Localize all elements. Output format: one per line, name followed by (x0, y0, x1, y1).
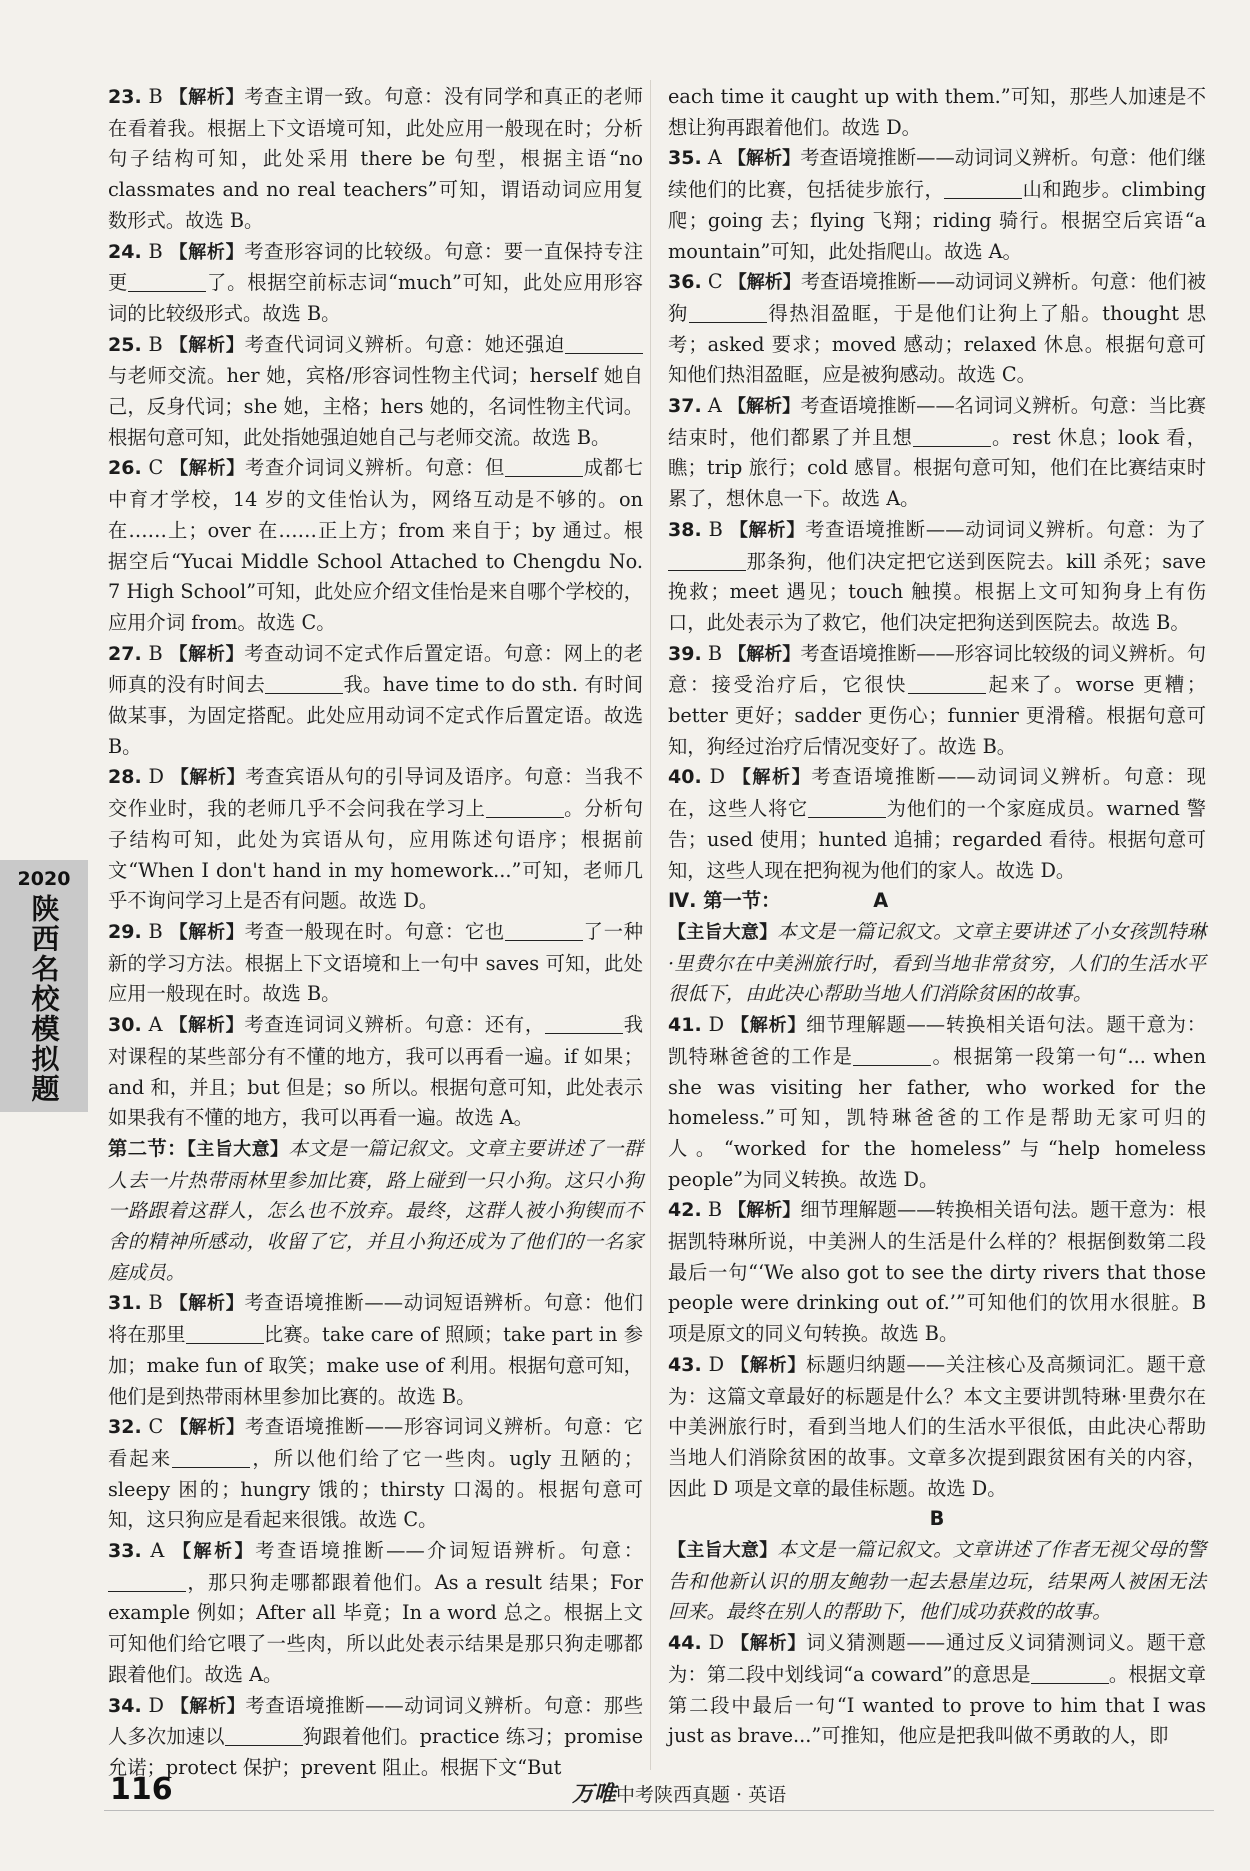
answer-blank (225, 1725, 303, 1746)
item-text-post: 。根据文章第二段中最后一句“I wanted to prove to him that I was just as brave...”可推知，他应是把我叫做不勇敢的人，即 (668, 1662, 1206, 1748)
item-tag: 【解析】 (170, 458, 246, 480)
item-text-post: ，所以他们给了它一些肉。ugly 丑陋的；sleepy 困的；hungry 饿的；thirsty 口渴的。根据句意可知，这只狗应是看起来很饿。故选 C。 (108, 1446, 643, 1532)
item-text-pre: 考查连词词义辨析。句意：还有， (244, 1013, 545, 1037)
answer-item (668, 515, 1206, 639)
item-number: 35. (668, 147, 702, 170)
item-tag: 【解析】 (169, 241, 245, 263)
item-answer: B (148, 239, 163, 263)
item-text-post: 为他们的一个家庭成员。warned 警告；used 使用；hunted 追捕；regarded 看待。根据句意可知，这些人现在把狗视为他们的家人。故选 D。 (668, 797, 1207, 882)
answer-item (108, 453, 643, 638)
item-text-post: 了。根据空前标志词“much”可知，此处应用形容词的比较级形式。故选 B。 (108, 271, 643, 325)
answer-item (668, 1350, 1206, 1505)
item-tag: 【解析】 (730, 1633, 807, 1655)
item-answer: D (148, 765, 164, 789)
item-answer: D (708, 1352, 725, 1376)
section-2-heading: 第二节： (108, 1136, 187, 1160)
item-text-pre: 考查语境推断——动词词义辨析。句意：现在，这些人将它 (668, 765, 1206, 821)
item-text-post: 山和跑步。climbing 爬；going 去；flying 飞翔；riding 骑行。根据空后宾语“a mountain”可知，此处指爬山。故选 A。 (668, 178, 1207, 263)
item-answer: A (148, 1013, 163, 1037)
item-number: 36. (668, 271, 702, 294)
item-answer: C (148, 456, 164, 480)
answer-item (668, 267, 1206, 391)
item-text-pre: 考查介词词义辨析。句意：但 (245, 456, 506, 480)
item-text-pre: 考查语境推断——动词词义辨析。句意：为了 (805, 517, 1206, 541)
summary-tag: 【主旨大意】 (668, 921, 778, 943)
answer-item (108, 1536, 643, 1691)
left-column (108, 82, 643, 1784)
answer-blank (505, 920, 583, 941)
item-text-post: 我。have time to do sth. 有时间做某事，为固定搭配。此处应用动词不定式作后置定语。故选 B。 (108, 673, 644, 758)
item-tag: 【解析】 (169, 643, 245, 665)
answer-blank (1031, 1663, 1109, 1684)
answer-blank (565, 333, 643, 354)
item-answer: A (707, 146, 722, 170)
answer-blank (108, 1571, 186, 1592)
item-text-pre: 考查语境推断——动词短语辨析。句意：他们将在那里 (108, 1291, 643, 1347)
item-answer: D (708, 1013, 725, 1037)
passage-a-letter: A (873, 889, 889, 913)
item-answer: B (708, 517, 723, 541)
item-text-pre: 考查形容词的比较级。句意：要一直保持专注更 (108, 239, 643, 295)
item-tag: 【解析】 (170, 767, 246, 789)
answer-blank (545, 1013, 623, 1034)
item-text-pre: 考查语境推断——形容词比较级的词义辨析。句意：接受治疗后，它很快 (668, 641, 1206, 697)
item-text-pre: 词义猜测题——通过反义词猜测词义。题干意为：第二段中划线词“a coward”的意思是 (668, 1631, 1206, 1686)
item-text-pre: 考查语境推断——动词词义辨析。句意：他们继续他们的比赛，包括徒步旅行， (668, 146, 1207, 202)
footer-rule (104, 1810, 1214, 1811)
item-text-post: 了一种新的学习方法。根据上下文语境和上一句中 saves 可知，此处应用一般现在时。故选 B。 (108, 919, 643, 1006)
item-text: 考查主谓一致。句意：没有同学和真正的老师在看着我。根据上下文语境可知，此处应用一般现在时；分析句子结构可知，此处采用 there be 句型，根据主语“no classmates and no real teachers”可知，谓语动词应用复数形式。故选 B。 (108, 85, 643, 232)
item-number: 25. (108, 333, 142, 356)
answer-item (108, 1010, 643, 1134)
item-tag: 【解析】 (728, 272, 801, 294)
item-tag: 【解析】 (170, 1695, 246, 1717)
summary-text: 本文是一篇记叙文。文章主要讲述了小女孩凯特琳·里费尔在中美洲旅行时，看到当地非常贫穷，人们的生活水平很低下，由此决心帮助当地人们消除贫困的故事。 (668, 919, 1207, 1006)
section-2-summary (108, 1134, 643, 1289)
answer-item (108, 762, 643, 917)
answer-blank (808, 797, 886, 818)
item-tag: 【解析】 (170, 1417, 245, 1439)
answer-item (668, 639, 1206, 763)
item-tag: 【解析】 (728, 643, 801, 665)
item-answer: D (708, 1631, 725, 1655)
item-text-post: 我对课程的某些部分有不懂的地方，我可以再看一遍。if 如果；and 和，并且；but 但是；so 所以。根据句意可知，此处表示如果我有不懂的地方，我可以再看一遍。故选 A。 (108, 1013, 644, 1130)
item-answer: A (707, 394, 722, 418)
item-tag: 【解析】 (169, 334, 245, 356)
answer-item (668, 1010, 1206, 1195)
item-text-pre: 考查动词不定式作后置定语。句意：网上的老师真的没有时间去 (108, 641, 643, 697)
item-number: 43. (668, 1353, 702, 1376)
answer-item (108, 639, 643, 763)
item-number: 29. (108, 920, 142, 943)
item-number: 23. (108, 86, 142, 108)
item-tag: 【解析】 (732, 767, 812, 789)
item-number: 26. (108, 457, 142, 480)
item-answer: B (148, 332, 163, 356)
item-number: 33. (108, 1540, 142, 1563)
page-number: 116 (110, 1772, 173, 1807)
item-number: 30. (108, 1014, 142, 1037)
answer-item (108, 1288, 643, 1412)
item-answer: A (150, 1539, 165, 1563)
answer-blank (186, 1323, 264, 1344)
answer-blank (908, 673, 986, 694)
continued-text: each time it caught up with them.”可知，那些人加速是不想让狗再跟着他们。故选 D。 (668, 85, 1206, 139)
item-number: 34. (108, 1694, 142, 1717)
item-answer: D (148, 1693, 164, 1717)
item-text-post: 。rest 休息；look 看，瞧；trip 旅行；cold 感冒。根据句意可知，他们在比赛结束时累了，想休息一下。故选 A。 (668, 425, 1206, 511)
answer-blank (265, 673, 343, 694)
item-number: 28. (108, 766, 142, 789)
item-answer: B (707, 641, 723, 665)
item-text-post: ，那只狗走哪都跟着他们。As a result 结果；For example 例如；After all 毕竟；In a word 总之。根据上文可知他们给它喂了一些肉，所以此处表示结果是那只狗走哪都跟着他们。故选 A。 (108, 1570, 643, 1686)
answer-blank (853, 1045, 931, 1066)
item-number: 40. (668, 766, 702, 789)
answer-item (668, 391, 1206, 515)
item-number: 42. (668, 1199, 702, 1222)
item-number: 38. (668, 518, 702, 541)
item-tag: 【解析】 (169, 921, 245, 943)
item-text-post: 起来了。worse 更糟；better 更好；sadder 更伤心；funnier 更滑稽。根据句意可知，狗经过治疗后情况变好了。故选 B。 (668, 673, 1206, 758)
item-text-post: 比赛。take care of 照顾；take part in 参加；make fun of 取笑；make use of 利用。根据句意可知，他们是到热带雨林里参加比赛的。故选 B。 (108, 1323, 643, 1408)
answer-blank (505, 456, 583, 477)
item-answer: D (709, 765, 725, 789)
item-text-pre: 考查语境推断——介词短语辨析。句意： (255, 1539, 644, 1563)
item-text-pre: 考查代词词义辨析。句意：她还强迫 (244, 332, 565, 356)
item-number: 32. (108, 1416, 142, 1439)
item-text-pre: 细节理解题——转换相关语句法。题干意为：凯特琳爸爸的工作是 (668, 1013, 1206, 1068)
summary-text: 本文是一篇记叙文。文章主要讲述了一群人去一片热带雨林里参加比赛，路上碰到一只小狗。这只小狗一路跟着这群人，怎么也不放弃。最终，这群人被小狗锲而不舍的精神所感动，收留了它，并且小狗还成为了他们的一名家庭成员。 (108, 1136, 643, 1284)
item-answer: B (148, 1291, 163, 1315)
item-text: 细节理解题——转换相关语句法。题干意为：根据凯特琳所说，中美洲人的生活是什么样的？根据倒数第二段最后一句“‘We also got to see the dirty rivers that those people were drinking out of.’”可知他们的饮用水很脏。B 项是原文的同义句转换。故选 B。 (668, 1198, 1206, 1346)
passage-a-summary (668, 917, 1206, 1010)
passage-b-summary (668, 1535, 1206, 1628)
item-tag: 【解析】 (728, 1200, 801, 1222)
passage-b-letter: B (929, 1507, 945, 1531)
answer-blank (668, 550, 746, 571)
answer-blank (486, 797, 564, 818)
item-number: 37. (668, 395, 702, 418)
section-iv-heading: Ⅳ. 第一节： (668, 889, 781, 913)
item-text-pre: 考查语境推断——动词词义辨析。句意：他们被狗 (668, 270, 1207, 325)
side-tab-year: 2020 (17, 868, 71, 890)
answer-item (668, 762, 1206, 886)
answer-item (108, 1691, 643, 1784)
item-tag: 【解析】 (169, 1015, 245, 1037)
item-tag: 【解析】 (169, 1293, 245, 1315)
item-text-post: 那条狗，他们决定把它送到医院去。kill 杀死；save 挽救；meet 遇见；touch 触摸。根据上文可知狗身上有伤口，此处表示为了救它，他们决定把狗送到医院去。故选 B。 (668, 549, 1206, 634)
answer-item (668, 1195, 1206, 1350)
answer-blank (944, 178, 1022, 199)
footer-book-title: 中考陕西真题 · 英语 (616, 1784, 787, 1806)
answer-item (668, 143, 1206, 267)
item-text-pre: 考查宾语从句的引导词及语序。句意：当我不交作业时，我的老师几乎不会问我在学习上 (108, 765, 644, 821)
summary-tag: 【主旨大意】 (186, 1138, 289, 1160)
item-text-pre: 考查语境推断——名词词义辨析。句意：当比赛结束时，他们都累了并且想 (668, 394, 1207, 449)
side-tab (0, 860, 88, 1112)
section-iv-heading-row (668, 886, 1206, 917)
item-number: 31. (108, 1292, 142, 1315)
item-text-post: 成都七中育才学校，14 岁的文佳怡认为，网络互动是不够的。on 在……上；over 在……正上方；from 来自于；by 通过。根据空后“Yucai Middle School Attached to Chengdu No. 7 High School”可知，此处应介绍文佳怡是来自哪个学校的，应用介词 from。故选 C。 (108, 456, 644, 634)
item-text-pre: 考查语境推断——形容词词义辨析。句意：它看起来 (108, 1415, 643, 1470)
brand-logo: 万唯 (572, 1782, 617, 1807)
item-text-post: 。分析句子结构可知，此处为宾语从句，应用陈述句语序；根据前文“When I don't hand in my homework...”可知，老师几乎不询问学习上是否有问题。故选 D。 (108, 797, 644, 913)
answer-item (108, 917, 643, 1010)
item-answer: C (148, 1415, 164, 1439)
item-text-pre: 考查语境推断——动词词义辨析。句意：那些人多次加速以 (108, 1693, 643, 1749)
item-text: 标题归纳题——关注核心及高频词汇。题干意为：这篇文章最好的标题是什么？本文主要讲凯特琳·里费尔在中美洲旅行时，看到当地人们的生活水平很低，由此决心帮助当地人们消除贫困的故事。文章多次提到跟贫困有关的内容，因此 D 项是文章的最佳标题。故选 D。 (668, 1352, 1206, 1500)
item-text-post: 与老师交流。her 她，宾格/形容词性物主代词；herself 她自己，反身代词；she 她，主格；hers 她的，名词性物主代词。根据句意可知，此处指她强迫她自己与老师交流。故选 B。 (108, 364, 643, 449)
item-number: 44. (668, 1632, 702, 1655)
item-text-post: 狗跟着他们。practice 练习；promise 允诺；protect 保护；prevent 阻止。根据下文“But (108, 1725, 643, 1779)
item-answer: B (707, 1198, 723, 1222)
answer-blank (128, 271, 206, 292)
item-tag: 【解析】 (727, 396, 801, 418)
item-text-post: 得热泪盈眶，于是他们让狗上了船。thought 思考；asked 要求；moved 感动；relaxed 休息。根据句意可知他们热泪盈眶，应是被狗感动。故选 C。 (668, 301, 1206, 387)
item-number: 41. (668, 1014, 702, 1037)
item-answer: C (707, 270, 723, 294)
item-tag: 【解析】 (730, 1015, 807, 1037)
item-tag: 【解析】 (172, 1541, 256, 1563)
item-number: 39. (668, 642, 702, 665)
answer-item (108, 82, 643, 237)
answer-blank (689, 302, 767, 323)
item-number: 27. (108, 642, 142, 665)
item-tag: 【解析】 (730, 1354, 807, 1376)
item-answer: B (148, 641, 163, 665)
side-tab-title: 陕西名校模拟题 (27, 894, 61, 1104)
answer-item-44 (668, 1628, 1206, 1752)
footer-title (572, 1777, 786, 1808)
item-tag: 【解析】 (727, 148, 801, 170)
answer-blank (172, 1447, 250, 1468)
answer-item (108, 237, 643, 330)
item-answer: B (148, 85, 163, 108)
right-column (668, 82, 1206, 1752)
column-divider (650, 80, 651, 1770)
item-tag: 【解析】 (169, 87, 245, 108)
answer-blank (913, 426, 991, 447)
item-answer: B (148, 919, 163, 943)
item-text-pre: 考查一般现在时。句意：它也 (244, 919, 505, 943)
summary-text: 本文是一篇记叙文。文章讲述了作者无视父母的警告和他新认识的朋友鲍勃一起去悬崖边玩，结果两人被困无法回来。最终在别人的帮助下，他们成功获救的故事。 (668, 1538, 1207, 1624)
summary-tag: 【主旨大意】 (668, 1540, 778, 1562)
item-text-post: 。根据第一段第一句“... when she was visiting her father, who worked for the homeless.”可知，凯特琳爸爸的工作是帮助无家可归的人。“worked for the homeless”与“help homeless people”为同义转换。故选 D。 (668, 1044, 1207, 1191)
item-tag: 【解析】 (729, 519, 806, 541)
item-number: 24. (108, 240, 142, 263)
answer-item (108, 1412, 643, 1536)
answer-item (108, 330, 643, 454)
